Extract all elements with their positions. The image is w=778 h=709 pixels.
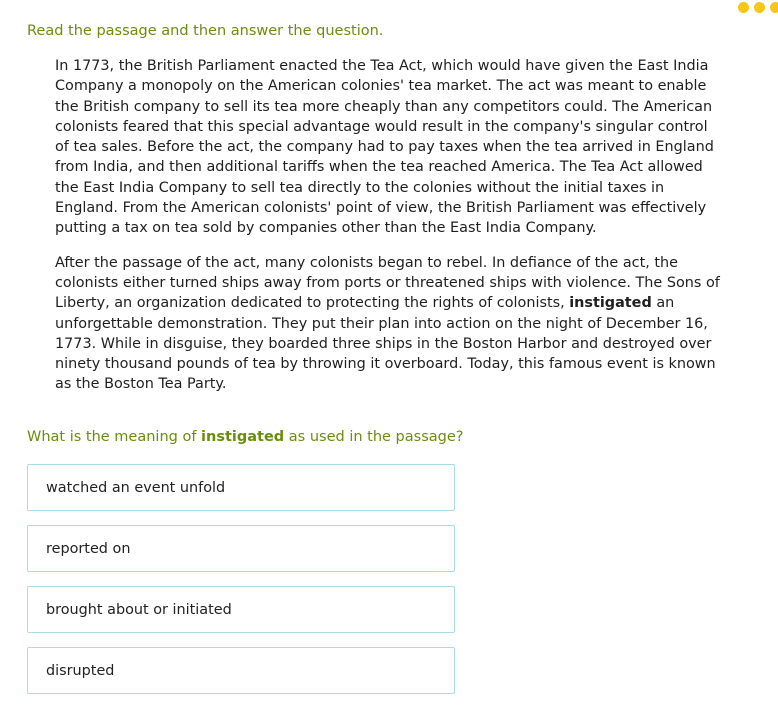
instructions-text: Read the passage and then answer the question. [27,23,384,39]
progress-dot [770,2,778,13]
progress-dot [738,2,749,13]
passage-text: an unforgettable demonstration. They put their plan into action on the night of December 16, 1773. While in disguise, they boarded three ships in the Boston Harbor and destroyed over ninety thousand pounds of tea by throwing it overboard. Today, this famous event is known as the Boston Tea Party. [55,295,716,393]
passage-paragraph-1: In 1773, the British Parliament enacted the Tea Act, which would have given the East India Company a monopoly on the American colonies' tea market. The act was meant to enable the British company to sell its tea more cheaply than any competitors could. The American colonists feared that this special advantage would result in the company's singular control of tea sales. Before the act, the company had to pay taxes when the tea arrived in England from India, and then additional tariffs when the tea reached America. The Tea Act allowed the East India Company to sell tea directly to the colonies without the initial taxes in England. From the American colonists' point of view, the British Parliament was effectively putting a tax on tea sold by companies other than the East India Company. [55,58,714,237]
question-keyword: instigated [201,429,285,445]
question-text: What is the meaning of [27,429,202,445]
question-text: as used in the passage? [284,429,464,445]
reading-passage [55,56,725,409]
progress-indicator [738,2,778,14]
passage-paragraph-2 [55,253,725,395]
answer-choice-4[interactable]: disrupted [27,647,455,694]
question-prompt [27,427,463,447]
answer-choices [27,464,455,708]
answer-choice-2[interactable]: reported on [27,525,455,572]
answer-choice-1[interactable]: watched an event unfold [27,464,455,511]
progress-dot [754,2,765,13]
passage-keyword: instigated [569,295,652,312]
passage-text: After the passage of the act, many colonists began to rebel. In defiance of the act, the colonists either turned ships away from ports or threatened ships with violence. The Sons of Liberty, an organization dedicated to protecting the rights of colonists, [55,254,720,312]
answer-choice-3[interactable]: brought about or initiated [27,586,455,633]
